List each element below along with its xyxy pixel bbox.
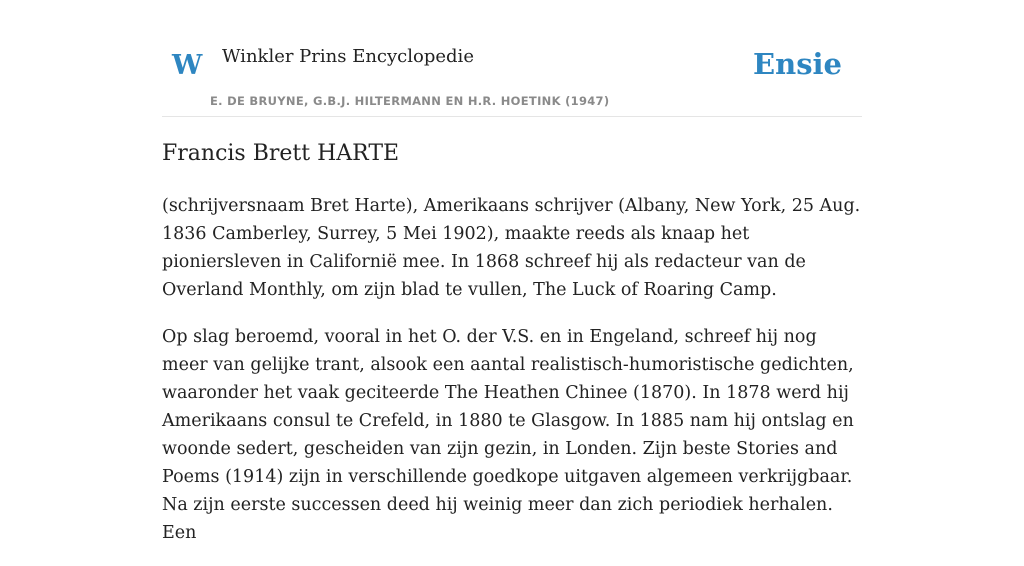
article-title: Francis Brett HARTE bbox=[162, 141, 400, 166]
ensie-logo-link[interactable]: Ensie bbox=[753, 47, 842, 81]
book-authors: E. DE BRUYNE, G.B.J. HILTERMANN EN H.R. HOETINK (1947) bbox=[210, 94, 610, 108]
winkler-prins-logo[interactable]: W bbox=[172, 50, 203, 81]
article-body bbox=[162, 192, 862, 566]
article-paragraph: Op slag beroemd, vooral in het O. der V.S. en in Engeland, schreef hij nog meer van gelijke trant, alsook een aantal realistisch-humoristische gedichten, waaronder het vaak geciteerde The Heathen Chinee (1870). In 1878 werd hij Amerikaans consul te Crefeld, in 1880 te Glasgow. In 1885 nam hij ontslag en woonde sedert, gescheiden van zijn gezin, in Londen. Zijn beste Stories and Poems (1914) zijn in verschillende goedkope uitgaven algemeen verkrijgbaar. Na zijn eerste successen deed hij weinig meer dan zich periodiek herhalen. Een bbox=[162, 327, 854, 543]
header bbox=[162, 0, 862, 117]
book-title[interactable]: Winkler Prins Encyclopedie bbox=[222, 46, 474, 67]
article-paragraph: (schrijversnaam Bret Harte), Amerikaans schrijver (Albany, New York, 25 Aug. 1836 Camberley, Surrey, 5 Mei 1902), maakte reeds als knaap het pioniersleven in Californië mee. In 1868 schreef hij als redacteur van de Overland Monthly, om zijn blad te vullen, The Luck of Roaring Camp. bbox=[162, 196, 861, 300]
